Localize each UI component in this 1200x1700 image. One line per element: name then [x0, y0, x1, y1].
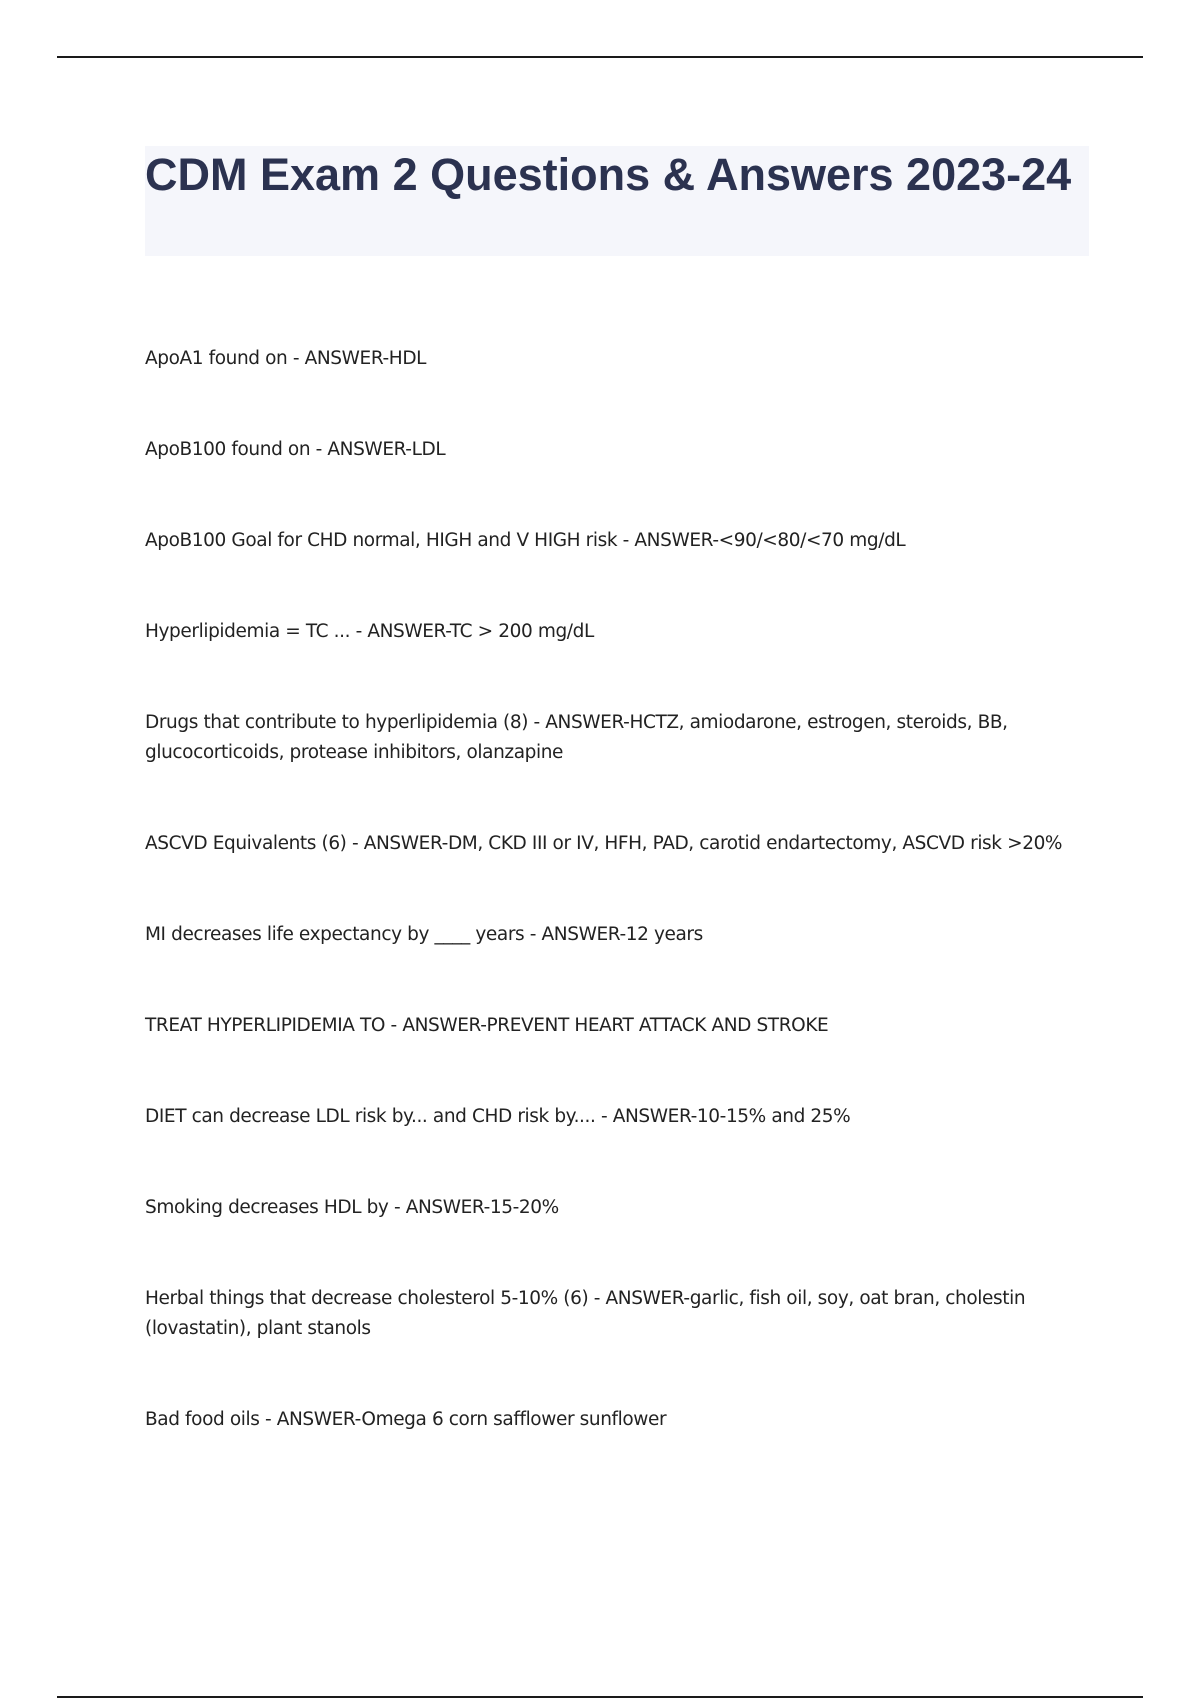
- qa-item-8: TREAT HYPERLIPIDEMIA TO - ANSWER-PREVENT HEART ATTACK AND STROKE: [145, 1015, 829, 1036]
- top-rule: [57, 56, 1143, 58]
- bottom-rule: [57, 1696, 1143, 1698]
- qa-list: [145, 344, 1075, 1496]
- qa-item-11: Herbal things that decrease cholesterol 5-10% (6) - ANSWER-garlic, fish oil, soy, oat bran, cholestin (lovastatin), plant stanols: [145, 1288, 1026, 1339]
- qa-item-9: DIET can decrease LDL risk by... and CHD risk by.... - ANSWER-10-15% and 25%: [145, 1106, 851, 1127]
- qa-item-4: Hyperlipidemia = TC ... - ANSWER-TC > 200 mg/dL: [145, 621, 594, 642]
- qa-item-12: Bad food oils - ANSWER-Omega 6 corn safflower sunflower: [145, 1409, 667, 1430]
- qa-item-2: ApoB100 found on - ANSWER-LDL: [145, 439, 446, 460]
- qa-item-10: Smoking decreases HDL by - ANSWER-15-20%: [145, 1197, 559, 1218]
- qa-item-1: ApoA1 found on - ANSWER-HDL: [145, 348, 427, 369]
- qa-item-7: MI decreases life expectancy by ____ years - ANSWER-12 years: [145, 924, 703, 945]
- qa-item-6: ASCVD Equivalents (6) - ANSWER-DM, CKD III or IV, HFH, PAD, carotid endartectomy, ASCVD risk >20%: [145, 833, 1063, 854]
- document-title: CDM Exam 2 Questions & Answers 2023-24: [145, 149, 1072, 200]
- qa-item-3: ApoB100 Goal for CHD normal, HIGH and V HIGH risk - ANSWER-<90/<80/<70 mg/dL: [145, 530, 906, 551]
- qa-item-5: Drugs that contribute to hyperlipidemia (8) - ANSWER-HCTZ, amiodarone, estrogen, steroids, BB, glucocorticoids, protease inhibitors, olanzapine: [145, 712, 1008, 763]
- title-banner: [145, 146, 1089, 256]
